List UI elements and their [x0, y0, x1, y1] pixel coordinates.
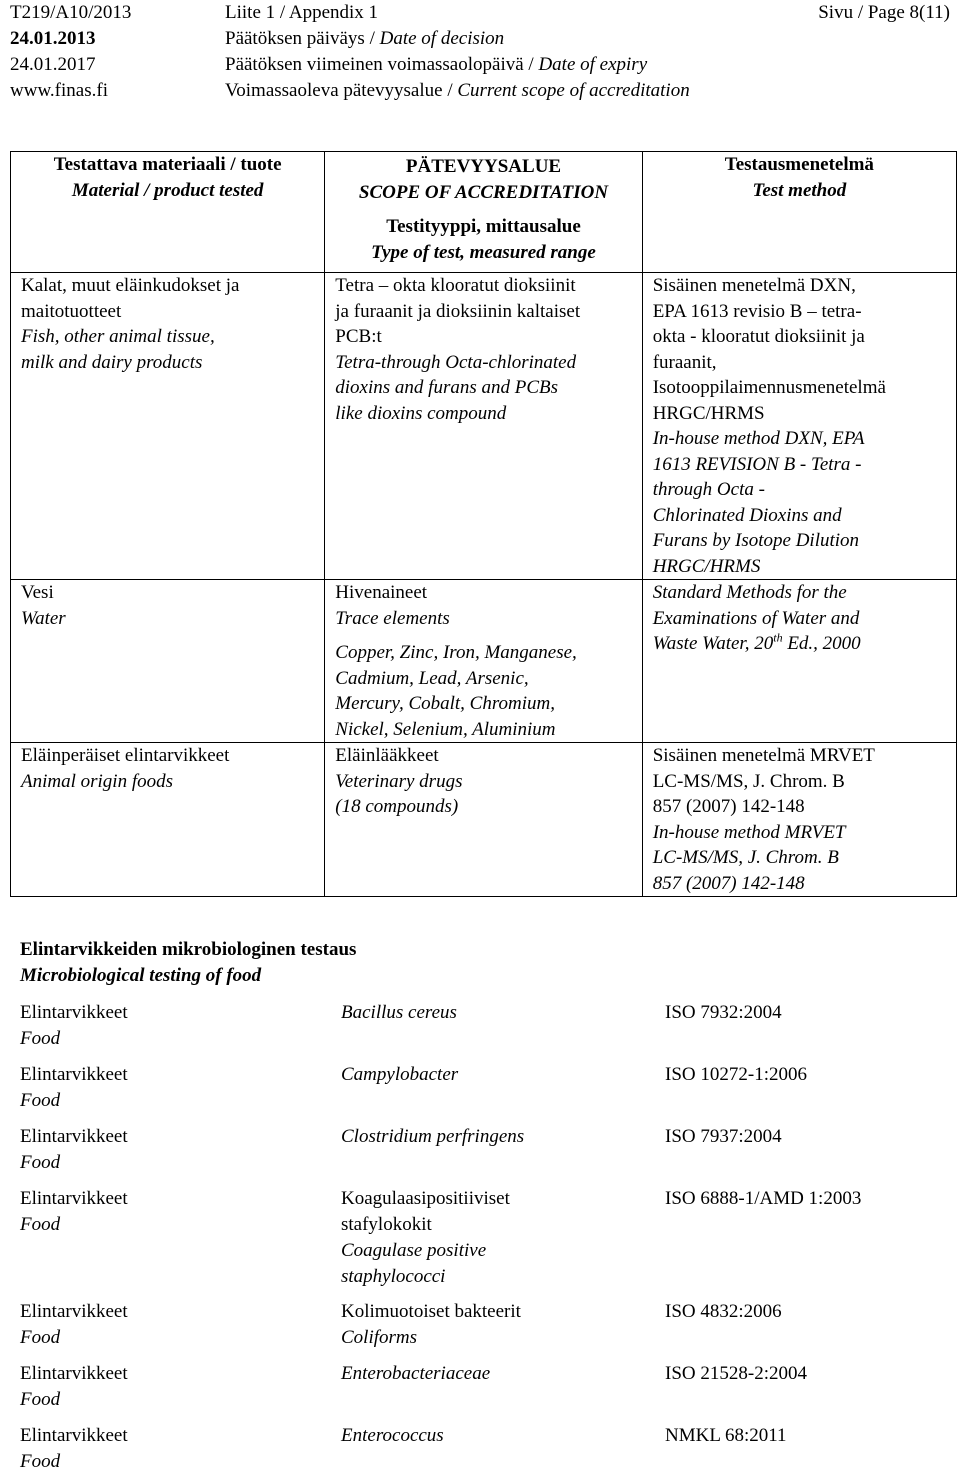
expiry-label: Päätöksen viimeinen voimassaolopäivä / Date of expiry [225, 54, 648, 75]
page-header [10, 0, 950, 104]
test-cell: Tetra – okta klooratut dioksiinit ja furaanit ja dioksiinin kaltaiset PCB:t Tetra-through Octa-chlorinated dioxins and furans and PCBs like dioxins compound [325, 273, 642, 580]
test-cell: Hivenaineet Trace elements Copper, Zinc, Iron, Manganese, Cadmium, Lead, Arsenic, Mercury, Cobalt, Chromium, Nickel, Selenium, Aluminium [325, 580, 642, 743]
table-row [11, 273, 957, 580]
list-item: Elintarvikkeet Food Koagulaasipositiiviset stafylokokit Coagulase positive staphylococci ISO 6888-1/AMD 1:2003 [20, 1188, 862, 1287]
scope-title-en: SCOPE OF ACCREDITATION [358, 181, 609, 203]
page-number: Sivu / Page 8(11) [818, 2, 950, 23]
header-row-4 [10, 78, 950, 104]
method-cell: Standard Methods for the Examinations of Water and Waste Water, 20th Ed., 2000 [642, 580, 956, 743]
micro-section [10, 937, 957, 1472]
table-row [11, 743, 957, 897]
list-item: Elintarvikkeet Food Enterococcus NMKL 68:2011 [20, 1425, 787, 1472]
expiry-date: 24.01.2017 [10, 54, 96, 75]
list-item: Elintarvikkeet Food Clostridium perfringens ISO 7937:2004 [20, 1126, 782, 1173]
current-scope-label: Voimassaoleva pätevyysalue / Current scope of accreditation [225, 80, 690, 101]
col-header-material: Testattava materiaali / tuote Material / product tested [11, 152, 325, 273]
header-row-1 [10, 0, 950, 26]
method-cell: Sisäinen menetelmä DXN, EPA 1613 revisio B – tetra- okta - klooratut dioksiinit ja furaanit, Isotooppilaimennusmenetelmä HRGC/HRMS In-house method DXN, EPA 1613 REVISION B - Tetra - through Octa - Chlorinated Dioxins and Furans by Isotope Dilution HRGC/HRMS [642, 273, 956, 580]
list-item: Elintarvikkeet Food Kolimuotoiset bakteerit Coliforms ISO 4832:2006 [20, 1301, 782, 1348]
decision-date: 24.01.2013 [10, 28, 96, 49]
material-cell: Kalat, muut eläinkudokset ja maitotuotteet Fish, other animal tissue, milk and dairy products [11, 273, 325, 580]
list-item: Elintarvikkeet Food Enterobacteriaceae ISO 21528-2:2004 [20, 1363, 807, 1410]
list-item: Elintarvikkeet Food Campylobacter ISO 10272-1:2006 [20, 1064, 807, 1111]
decision-label: Päätöksen päiväys / Date of decision [225, 28, 505, 49]
material-cell: Eläinperäiset elintarvikkeet Animal origin foods [11, 743, 325, 897]
table-header-row [11, 152, 957, 273]
method-cell: Sisäinen menetelmä MRVET LC-MS/MS, J. Chrom. B 857 (2007) 142-148 In-house method MRVET LC-MS/MS, J. Chrom. B 857 (2007) 142-148 [642, 743, 956, 897]
table-row [11, 580, 957, 743]
doc-code: T219/A10/2013 [10, 2, 132, 23]
col-header-method: Testausmenetelmä Test method [642, 152, 956, 273]
appendix-label: Liite 1 / Appendix 1 [225, 2, 379, 23]
header-row-2 [10, 26, 950, 52]
material-cell: Vesi Water [11, 580, 325, 743]
website-link[interactable]: www.finas.fi [10, 80, 108, 101]
scope-table [10, 151, 957, 897]
header-row-3 [10, 52, 950, 78]
col-header-test: PÄTEVYYSALUE SCOPE OF ACCREDITATION Testityyppi, mittausalue Type of test, measured range [325, 152, 642, 273]
test-cell: Eläinlääkkeet Veterinary drugs (18 compounds) [325, 743, 642, 897]
micro-title: Elintarvikkeiden mikrobiologinen testaus Microbiological testing of food [20, 939, 357, 986]
scope-title: PÄTEVYYSALUE [405, 156, 562, 177]
list-item: Elintarvikkeet Food Bacillus cereus ISO 7932:2004 [20, 1002, 782, 1049]
